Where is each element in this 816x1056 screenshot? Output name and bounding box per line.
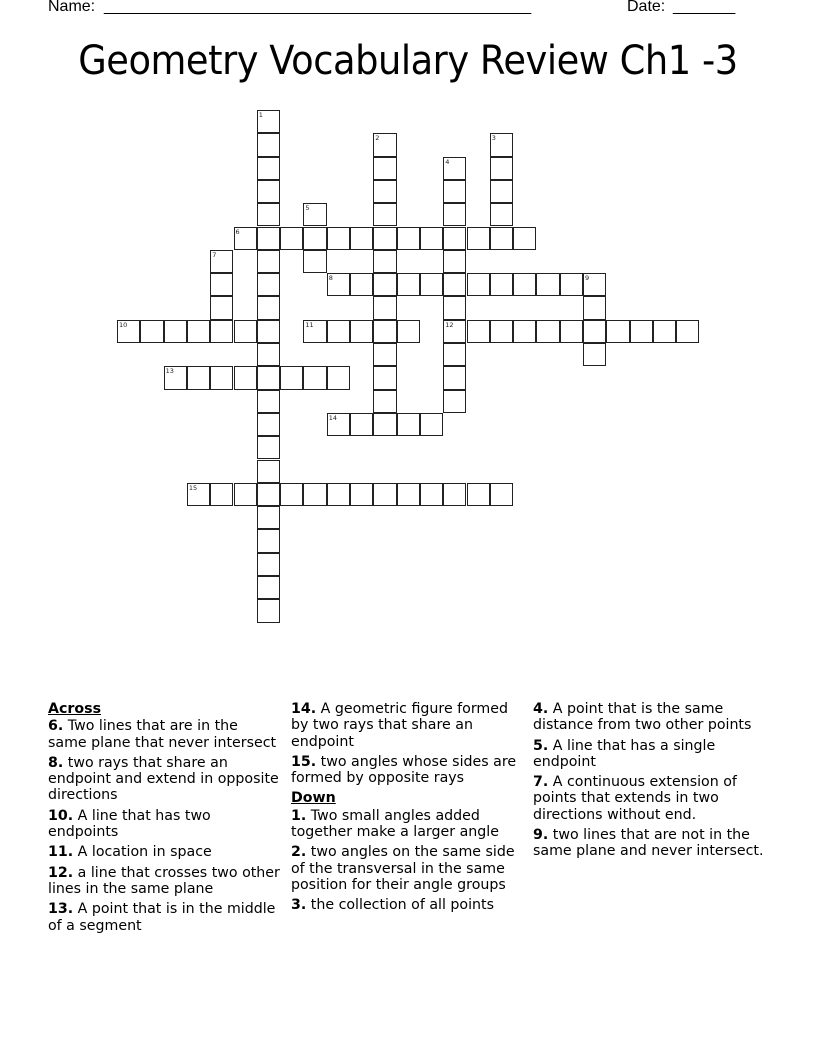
crossword-cell[interactable] [443, 250, 466, 273]
crossword-cell[interactable] [257, 436, 280, 459]
clue-text: A location in space [77, 844, 212, 861]
clue-down-2 [291, 844, 523, 893]
clue-text: two rays that share an endpoint and extend in opposite directions [48, 754, 279, 804]
crossword-cell[interactable] [210, 296, 233, 319]
clue-down-3 [291, 897, 523, 913]
crossword-cell[interactable] [164, 320, 187, 343]
crossword-cell[interactable] [513, 227, 536, 250]
crossword-cell[interactable] [257, 273, 280, 296]
crossword-cell[interactable] [373, 483, 396, 506]
crossword-cell[interactable] [257, 250, 280, 273]
crossword-cell[interactable] [257, 343, 280, 366]
crossword-cell[interactable] [327, 483, 350, 506]
cell-number: 4 [445, 157, 450, 166]
crossword-cell[interactable] [373, 413, 396, 436]
crossword-cell[interactable] [443, 343, 466, 366]
crossword-cell[interactable] [583, 320, 606, 343]
crossword-cell[interactable] [676, 320, 699, 343]
crossword-cell[interactable] [327, 227, 350, 250]
crossword-cell[interactable] [420, 273, 443, 296]
crossword-cell[interactable] [327, 320, 350, 343]
crossword-cell[interactable] [280, 483, 303, 506]
clue-number: 6. [48, 718, 64, 735]
clue-number: 14. [291, 701, 317, 717]
crossword-cell[interactable] [257, 460, 280, 483]
crossword-cell[interactable] [443, 203, 466, 226]
clue-number: 9. [533, 827, 549, 844]
across-heading: Across [48, 701, 102, 717]
crossword-cell[interactable] [420, 227, 443, 250]
clue-down-5 [533, 738, 765, 771]
crossword-cell[interactable] [490, 203, 513, 226]
crossword-cell[interactable] [350, 273, 373, 296]
crossword-cell[interactable] [467, 483, 490, 506]
crossword-cell[interactable] [257, 390, 280, 413]
clue-across-11 [48, 844, 280, 860]
crossword-cell[interactable] [397, 483, 420, 506]
crossword-cell[interactable] [536, 273, 559, 296]
crossword-cell[interactable] [443, 227, 466, 250]
clue-number: 10. [48, 807, 74, 824]
crossword-cell[interactable] [257, 413, 280, 436]
cell-number: 8 [328, 274, 333, 283]
crossword-cell[interactable] [257, 110, 280, 133]
clue-number: 3. [291, 897, 307, 914]
crossword-cell[interactable] [583, 273, 606, 296]
clue-number: 8. [48, 754, 64, 771]
clue-text: A geometric figure formed by two rays that share an endpoint [291, 701, 508, 750]
clue-across-15 [291, 754, 523, 787]
crossword-cell[interactable] [373, 227, 396, 250]
crossword-cell[interactable] [490, 273, 513, 296]
name-field[interactable]: ________________________________________________ [104, 0, 532, 15]
crossword-cell[interactable] [280, 366, 303, 389]
crossword-cell[interactable] [234, 320, 257, 343]
crossword-cell[interactable] [490, 180, 513, 203]
crossword-cell[interactable] [303, 227, 326, 250]
clue-text: A point that is in the middle of a segment [48, 901, 276, 934]
crossword-cell[interactable] [210, 366, 233, 389]
cell-number: 5 [305, 204, 310, 213]
clue-text: the collection of all points [310, 897, 494, 914]
clues-column-1 [48, 701, 280, 938]
clues-column-2 [291, 701, 523, 918]
crossword-cell[interactable] [303, 483, 326, 506]
crossword-cell[interactable] [653, 320, 676, 343]
clue-down-1 [291, 808, 523, 841]
clue-text: Two small angles added together make a larger angle [291, 807, 499, 841]
crossword-cell[interactable] [536, 320, 559, 343]
crossword-cell[interactable] [443, 320, 466, 343]
cell-number: 12 [445, 320, 454, 329]
crossword-cell[interactable] [373, 250, 396, 273]
crossword-cell[interactable] [373, 320, 396, 343]
crossword-cell[interactable] [373, 273, 396, 296]
crossword-cell[interactable] [373, 133, 396, 156]
crossword-cell[interactable] [373, 157, 396, 180]
crossword-cell[interactable] [234, 366, 257, 389]
crossword-cell[interactable] [257, 366, 280, 389]
crossword-cell[interactable] [373, 366, 396, 389]
clue-number: 2. [291, 844, 307, 861]
crossword-cell[interactable] [397, 227, 420, 250]
crossword-cell[interactable] [280, 227, 303, 250]
crossword-cell[interactable] [327, 413, 350, 436]
crossword-cell[interactable] [257, 483, 280, 506]
crossword-cell[interactable] [303, 366, 326, 389]
crossword-cell[interactable] [257, 180, 280, 203]
clues-column-3 [533, 701, 765, 864]
crossword-cell[interactable] [443, 180, 466, 203]
crossword-cell[interactable] [606, 320, 629, 343]
down-heading: Down [291, 790, 336, 807]
crossword-cell[interactable] [490, 157, 513, 180]
crossword-cell[interactable] [467, 320, 490, 343]
crossword-cell[interactable] [327, 366, 350, 389]
cell-number: 13 [165, 367, 174, 376]
clue-text: two angles on the same side of the transversal in the same position for their angle groups [291, 844, 515, 893]
crossword-cell[interactable] [397, 320, 420, 343]
clue-number: 11. [48, 844, 74, 861]
clue-text: Two lines that are in the same plane that never intersect [48, 718, 277, 751]
clue-across-12 [48, 865, 280, 898]
crossword-cell[interactable] [630, 320, 653, 343]
cell-number: 3 [491, 134, 496, 143]
crossword-cell[interactable] [490, 133, 513, 156]
clue-number: 4. [533, 701, 549, 717]
clue-number: 5. [533, 737, 549, 754]
cell-number: 6 [235, 227, 240, 236]
crossword-cell[interactable] [210, 250, 233, 273]
cell-number: 14 [328, 413, 337, 422]
crossword-cell[interactable] [257, 576, 280, 599]
crossword-cell[interactable] [350, 320, 373, 343]
crossword-cell[interactable] [420, 483, 443, 506]
crossword-cell[interactable] [257, 296, 280, 319]
cell-number: 9 [585, 274, 590, 283]
clue-down-7 [533, 774, 765, 823]
crossword-cell[interactable] [373, 390, 396, 413]
name-label: Name: [48, 0, 96, 15]
crossword-cell[interactable] [257, 203, 280, 226]
crossword-cell[interactable] [490, 483, 513, 506]
crossword-cell[interactable] [373, 180, 396, 203]
crossword-cell[interactable] [327, 273, 350, 296]
crossword-cell[interactable] [257, 320, 280, 343]
crossword-cell[interactable] [513, 320, 536, 343]
crossword-cell[interactable] [373, 203, 396, 226]
crossword-cell[interactable] [234, 483, 257, 506]
crossword-cell[interactable] [257, 133, 280, 156]
cell-number: 10 [119, 320, 128, 329]
crossword-cell[interactable] [257, 227, 280, 250]
crossword-cell[interactable] [257, 529, 280, 552]
clue-across-6 [48, 718, 280, 751]
crossword-cell[interactable] [350, 413, 373, 436]
clue-down-4 [533, 701, 765, 734]
crossword-cell[interactable] [350, 227, 373, 250]
cell-number: 2 [375, 134, 380, 143]
cell-number: 15 [188, 483, 198, 492]
crossword-cell[interactable] [467, 273, 490, 296]
clue-text: a line that crosses two other lines in the same plane [48, 864, 280, 897]
clue-number: 15. [291, 753, 317, 770]
clue-across-8 [48, 755, 280, 804]
crossword-cell[interactable] [210, 320, 233, 343]
cell-number: 1 [258, 111, 263, 119]
crossword-cell[interactable] [443, 157, 466, 180]
clue-text: A point that is the same distance from two other points [533, 701, 752, 734]
clue-across-14 [291, 701, 523, 750]
clue-text: two angles whose sides are formed by opposite rays [291, 753, 517, 787]
date-field[interactable]: _______ [673, 0, 736, 15]
clue-number: 7. [533, 774, 549, 791]
crossword-cell[interactable] [443, 296, 466, 319]
crossword-cell[interactable] [397, 273, 420, 296]
crossword-cell[interactable] [257, 506, 280, 529]
crossword-cell[interactable] [443, 390, 466, 413]
crossword-cell[interactable] [210, 273, 233, 296]
cell-number: 7 [212, 250, 217, 259]
crossword-cell[interactable] [257, 157, 280, 180]
crossword-cell[interactable] [210, 483, 233, 506]
crossword-cell[interactable] [490, 320, 513, 343]
crossword-cell[interactable] [257, 599, 280, 622]
crossword-cell[interactable] [397, 413, 420, 436]
crossword-cell[interactable] [513, 273, 536, 296]
crossword-cell[interactable] [490, 227, 513, 250]
page-title: Geometry Vocabulary Review Ch1 -3 [78, 38, 738, 84]
crossword-cell[interactable] [373, 343, 396, 366]
crossword-cell[interactable] [187, 320, 210, 343]
crossword-cell[interactable] [583, 296, 606, 319]
clue-number: 13. [48, 901, 74, 918]
clue-across-10 [48, 808, 280, 841]
crossword-cell[interactable] [303, 320, 326, 343]
crossword-cell[interactable] [560, 273, 583, 296]
crossword-cell[interactable] [187, 366, 210, 389]
crossword-cell[interactable] [350, 483, 373, 506]
crossword-cell[interactable] [234, 227, 257, 250]
crossword-cell[interactable] [467, 227, 490, 250]
crossword-cell[interactable] [140, 320, 163, 343]
date-label: Date: [627, 0, 666, 15]
clue-down-9 [533, 827, 765, 860]
crossword-cell[interactable] [303, 203, 326, 226]
clue-text: A line that has two endpoints [48, 807, 211, 841]
crossword-cell[interactable] [117, 320, 140, 343]
crossword-cell[interactable] [303, 250, 326, 273]
clue-text: A continuous extension of points that extends in two directions without end. [533, 774, 737, 823]
crossword-cell[interactable] [373, 296, 396, 319]
cell-number: 11 [305, 320, 314, 329]
crossword-cell[interactable] [443, 483, 466, 506]
crossword-cell[interactable] [583, 343, 606, 366]
clue-text: two lines that are not in the same plane and never intersect. [533, 827, 764, 860]
clue-number: 12. [48, 864, 74, 881]
clue-across-13 [48, 901, 280, 934]
clue-text: A line that has a single endpoint [533, 737, 716, 770]
crossword-cell[interactable] [443, 366, 466, 389]
crossword-cell[interactable] [187, 483, 210, 506]
crossword-cell[interactable] [560, 320, 583, 343]
crossword-cell[interactable] [443, 273, 466, 296]
clue-number: 1. [291, 807, 307, 824]
crossword-cell[interactable] [257, 553, 280, 576]
crossword-cell[interactable] [420, 413, 443, 436]
crossword-cell[interactable] [164, 366, 187, 389]
